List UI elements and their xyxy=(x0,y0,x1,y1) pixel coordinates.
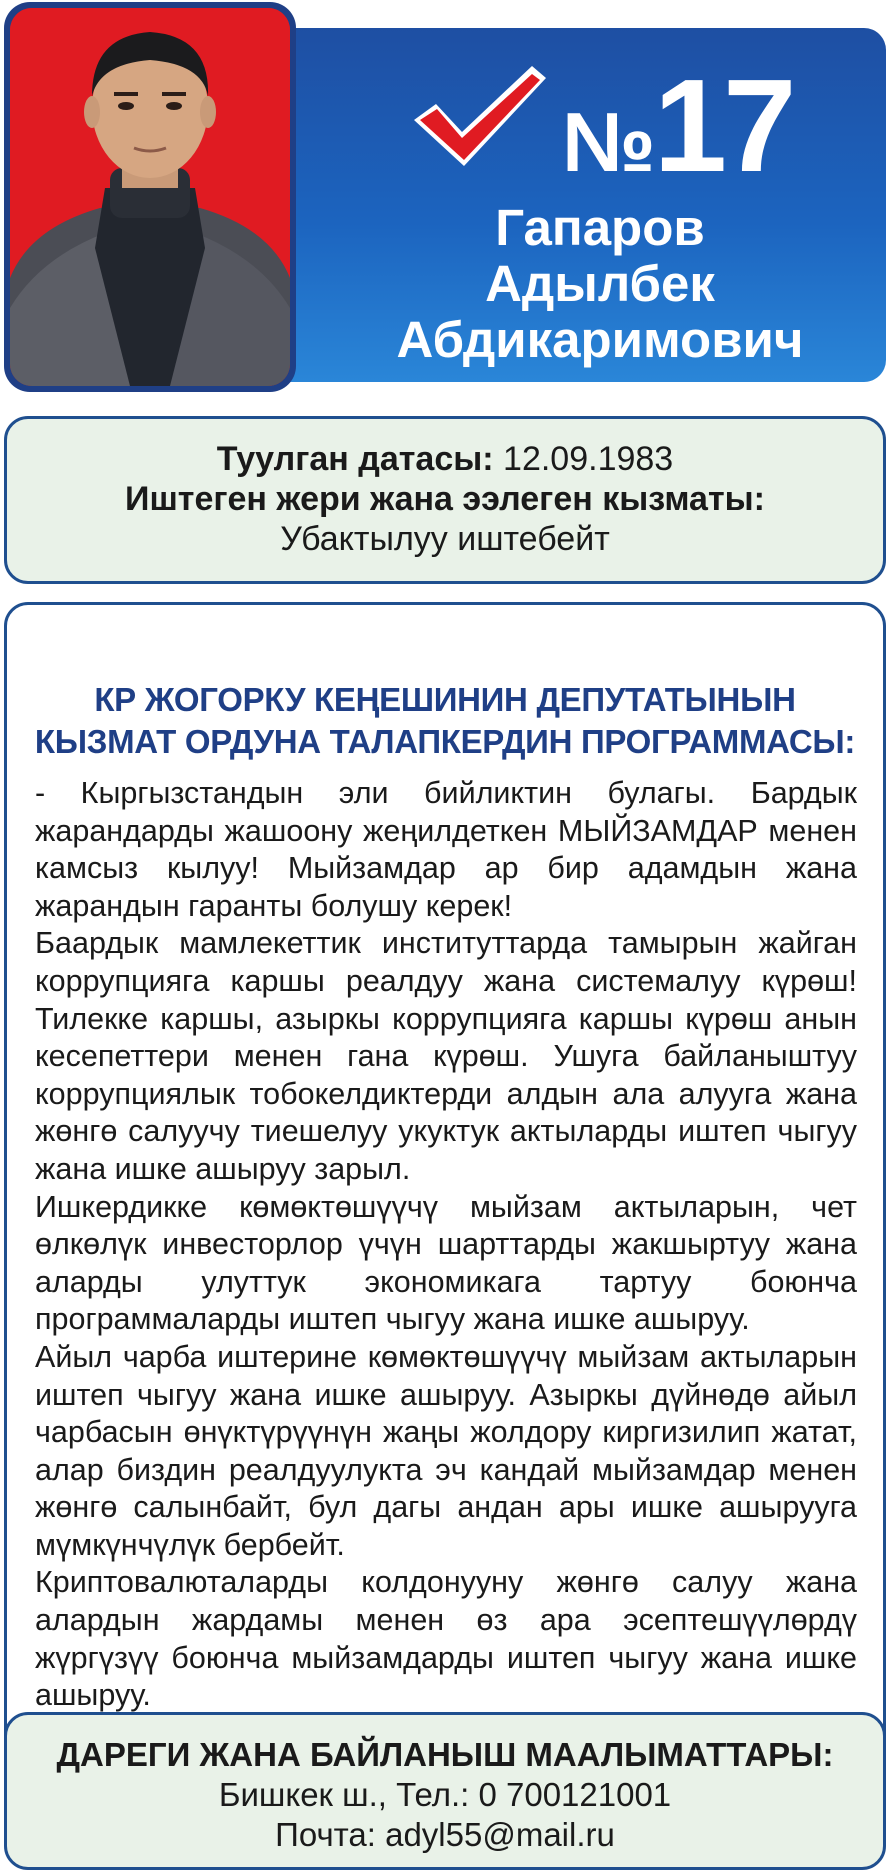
program-paragraph: - Кыргызстандын эли бийликтин булагы. Бардык жарандарды жашоону жеңилдеткен МЫЙЗАМДАР менен камсыз кылуу! Мыйзамдар ар бир адамдын жана жарандын гаранты болушу керек! xyxy=(35,776,857,923)
candidate-patronymic: Абдикаримович xyxy=(396,311,804,368)
candidate-name xyxy=(330,200,870,368)
number-value: 17 xyxy=(653,52,793,199)
program-paragraph: Криптовалюталарды колдонууну жөнгө салуу жана алардын жардамы менен өз ара эсептешүүлөрдү жүргүзүү боюнча мыйзамдарды иштеп чыгуу жана ишке ашыруу. xyxy=(35,1565,857,1713)
program-paragraph: Ишкердикке көмөктөшүүчү мыйзам актыларын, чет өлкөлүк инвесторлор үчүн шарттарды жакшыртуу жана аларды улуттук экономикага тартуу боюнча программаларды иштеп чыгуу жана ишке ашыруу. xyxy=(35,1189,857,1337)
birth-date-line xyxy=(7,439,883,479)
contact-title: ДАРЕГИ ЖАНА БАЙЛАНЫШ МААЛЫМАТТАРЫ: xyxy=(56,1736,834,1773)
number-sign: № xyxy=(562,95,654,189)
candidate-photo xyxy=(10,8,290,386)
candidate-number xyxy=(562,52,793,199)
program-title-line: КР ЖОГОРКУ КЕҢЕШИНИН ДЕПУТАТЫНЫН xyxy=(94,681,796,718)
program-title-line: КЫЗМАТ ОРДУНА ТАЛАПКЕРДИН ПРОГРАММАСЫ: xyxy=(34,723,856,760)
birth-date-label: Туулган датасы: xyxy=(216,440,494,478)
candidate-number-row xyxy=(410,52,810,202)
candidate-first-name: Адылбек xyxy=(485,255,715,312)
contact-box xyxy=(4,1712,886,1870)
contact-address: Бишкек ш., Тел.: 0 700121001 xyxy=(218,1776,672,1813)
birth-date-value: 12.09.1983 xyxy=(503,440,674,478)
program-body xyxy=(35,775,857,1715)
program-paragraph: Айыл чарба иштерине көмөктөшүүчү мыйзам актыларын иштеп чыгуу жана ишке ашыруу. Азыркы дүйнөдө айыл чарбасын өнүктүрүүнүн жаңы жолдору киргизилип жатат, алар биздин реалдуулукта эч кандай мыйзамдар менен жөнгө салынбайт, бул дагы андан ары ишке ашырууга мүмкүнчүлүк бербейт. xyxy=(35,1339,857,1562)
program-box xyxy=(4,602,886,1782)
contact-email: Почта: adyl55@mail.ru xyxy=(275,1816,615,1853)
candidate-photo-frame xyxy=(4,2,296,392)
work-label: Иштеген жери жана ээлеген кызматы: xyxy=(125,480,765,518)
program-title xyxy=(7,679,883,763)
work-value: Убактылуу иштебейт xyxy=(280,520,610,558)
candidate-surname: Гапаров xyxy=(495,199,705,256)
checkmark-icon xyxy=(410,62,550,172)
program-paragraph: Баардык мамлекеттик институттарда тамырын жайган коррупцияга каршы реалдуу жана системалуу күрөш! Тилекке каршы, азыркы коррупцияга каршы күрөш анын кесепеттери менен гана күрөш. Ушуга байланыштуу коррупциялык тобокелдиктерди алдын ала алууга жана жөнгө салуучу тиешелуу укуктук актыларды иштеп чыгуу жана ишке ашыруу зарыл. xyxy=(35,926,857,1186)
info-box xyxy=(4,416,886,584)
